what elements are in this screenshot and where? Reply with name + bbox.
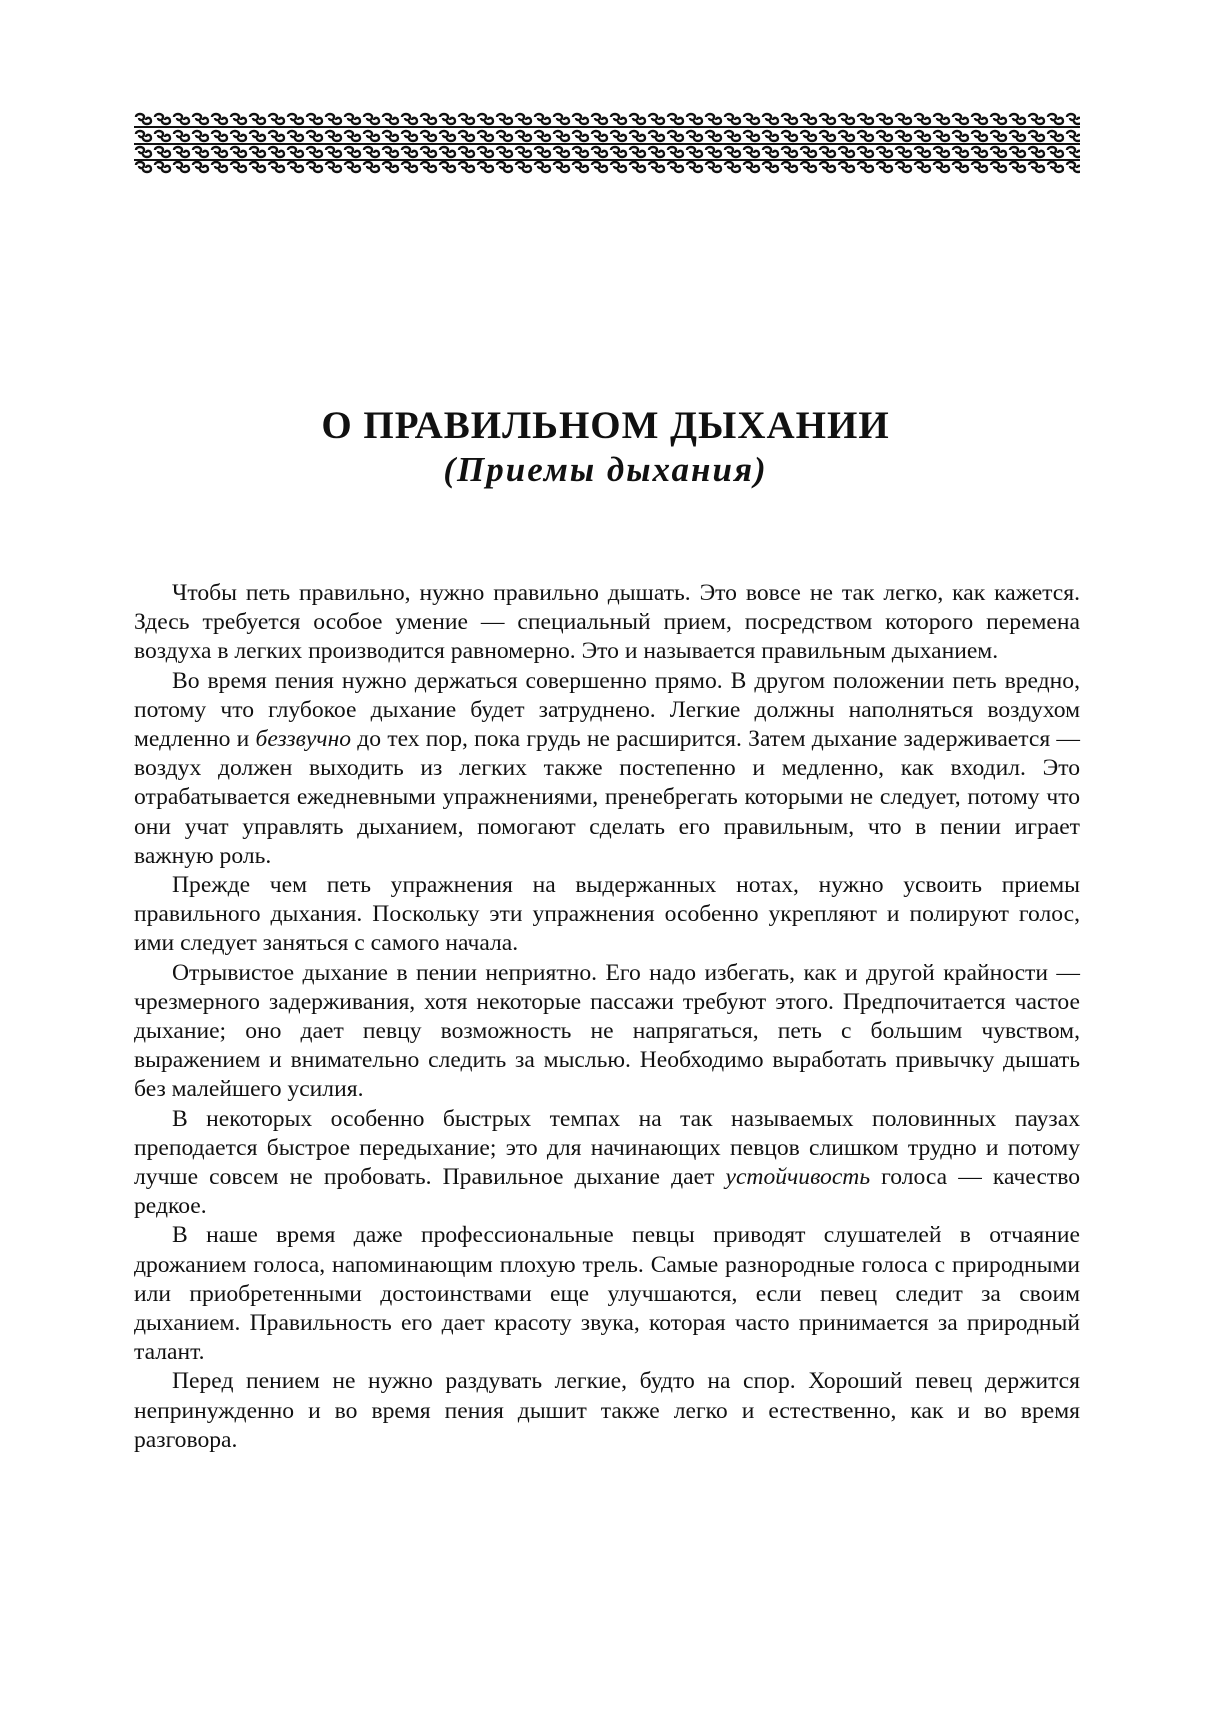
chapter-heading — [0, 403, 1211, 491]
greek-wave-border-icon — [134, 112, 1080, 174]
chapter-subtitle: (Приемы дыхания) — [443, 450, 768, 489]
paragraph-2: Во время пения нужно держаться совершенно прямо. В другом положении петь вредно, потому что глубокое дыхание будет затруднено. Легкие должны наполняться воздухом медленно и беззвучно до тех пор, пока грудь не расширится. Затем дыхание задерживается — воздух должен выходить из легких также постепенно и медленно, как входил. Это отрабатывается ежедневными упражнениями, пренебрегать которыми не следует, потому что они учат управлять дыханием, помогают сделать его правильным, что в пении играет важную роль. — [134, 667, 1080, 869]
paragraph-5: В некоторых особенно быстрых темпах на так называемых половинных паузах преподается быстрое передыхание; это для начинающих певцов слишком трудно и потому лучше совсем не пробовать. Правильное дыхание дает устойчивость голоса — качество редкое. — [134, 1105, 1081, 1220]
decorative-border — [134, 112, 1080, 174]
paragraph-6: В наше время даже профессиональные певцы приводят слушателей в отчаяние дрожанием голоса, напоминающим плохую трель. Самые разнородные голоса с природными или приобретенными достоинствами еще улучшаются, если певец следит за своим дыханием. Правильность его дает красоту звука, которая часто принимается за природный талант. — [134, 1222, 1080, 1366]
paragraph-7: Перед пением не нужно раздувать легкие, будто на спор. Хороший певец держится непринужденно и во время пения дышит также легко и естественно, как и во время разговора. — [134, 1368, 1080, 1453]
chapter-title: О ПРАВИЛЬНОМ ДЫХАНИИ — [321, 404, 890, 447]
paragraph-1: Чтобы петь правильно, нужно правильно дышать. Это вовсе не так легко, как кажется. Здесь требуется особое умение — специальный прием, посредством которого перемена воздуха в легких производится равномерно. Это и называется правильным дыханием. — [134, 580, 1080, 665]
chapter-body — [134, 579, 1080, 1455]
emphasis-ustoichivost: устойчивость — [725, 1164, 871, 1191]
paragraph-3: Прежде чем петь упражнения на выдержанных нотах, нужно усвоить приемы правильного дыхания. Поскольку эти упражнения особенно укрепляют и полируют голос, ими следует заняться с самого начала. — [134, 872, 1080, 957]
paragraph-4: Отрывистое дыхание в пении неприятно. Его надо избегать, как и другой крайности — чрезмерного задерживания, хотя некоторые пассажи требуют этого. Предпочитается частое дыхание; оно дает певцу возможность не напрягаться, петь с большим чувством, выражением и внимательно следить за мыслью. Необходимо выработать привычку дышать без малейшего усилия. — [134, 959, 1080, 1103]
emphasis-bezzvuchno: беззвучно — [255, 726, 352, 753]
